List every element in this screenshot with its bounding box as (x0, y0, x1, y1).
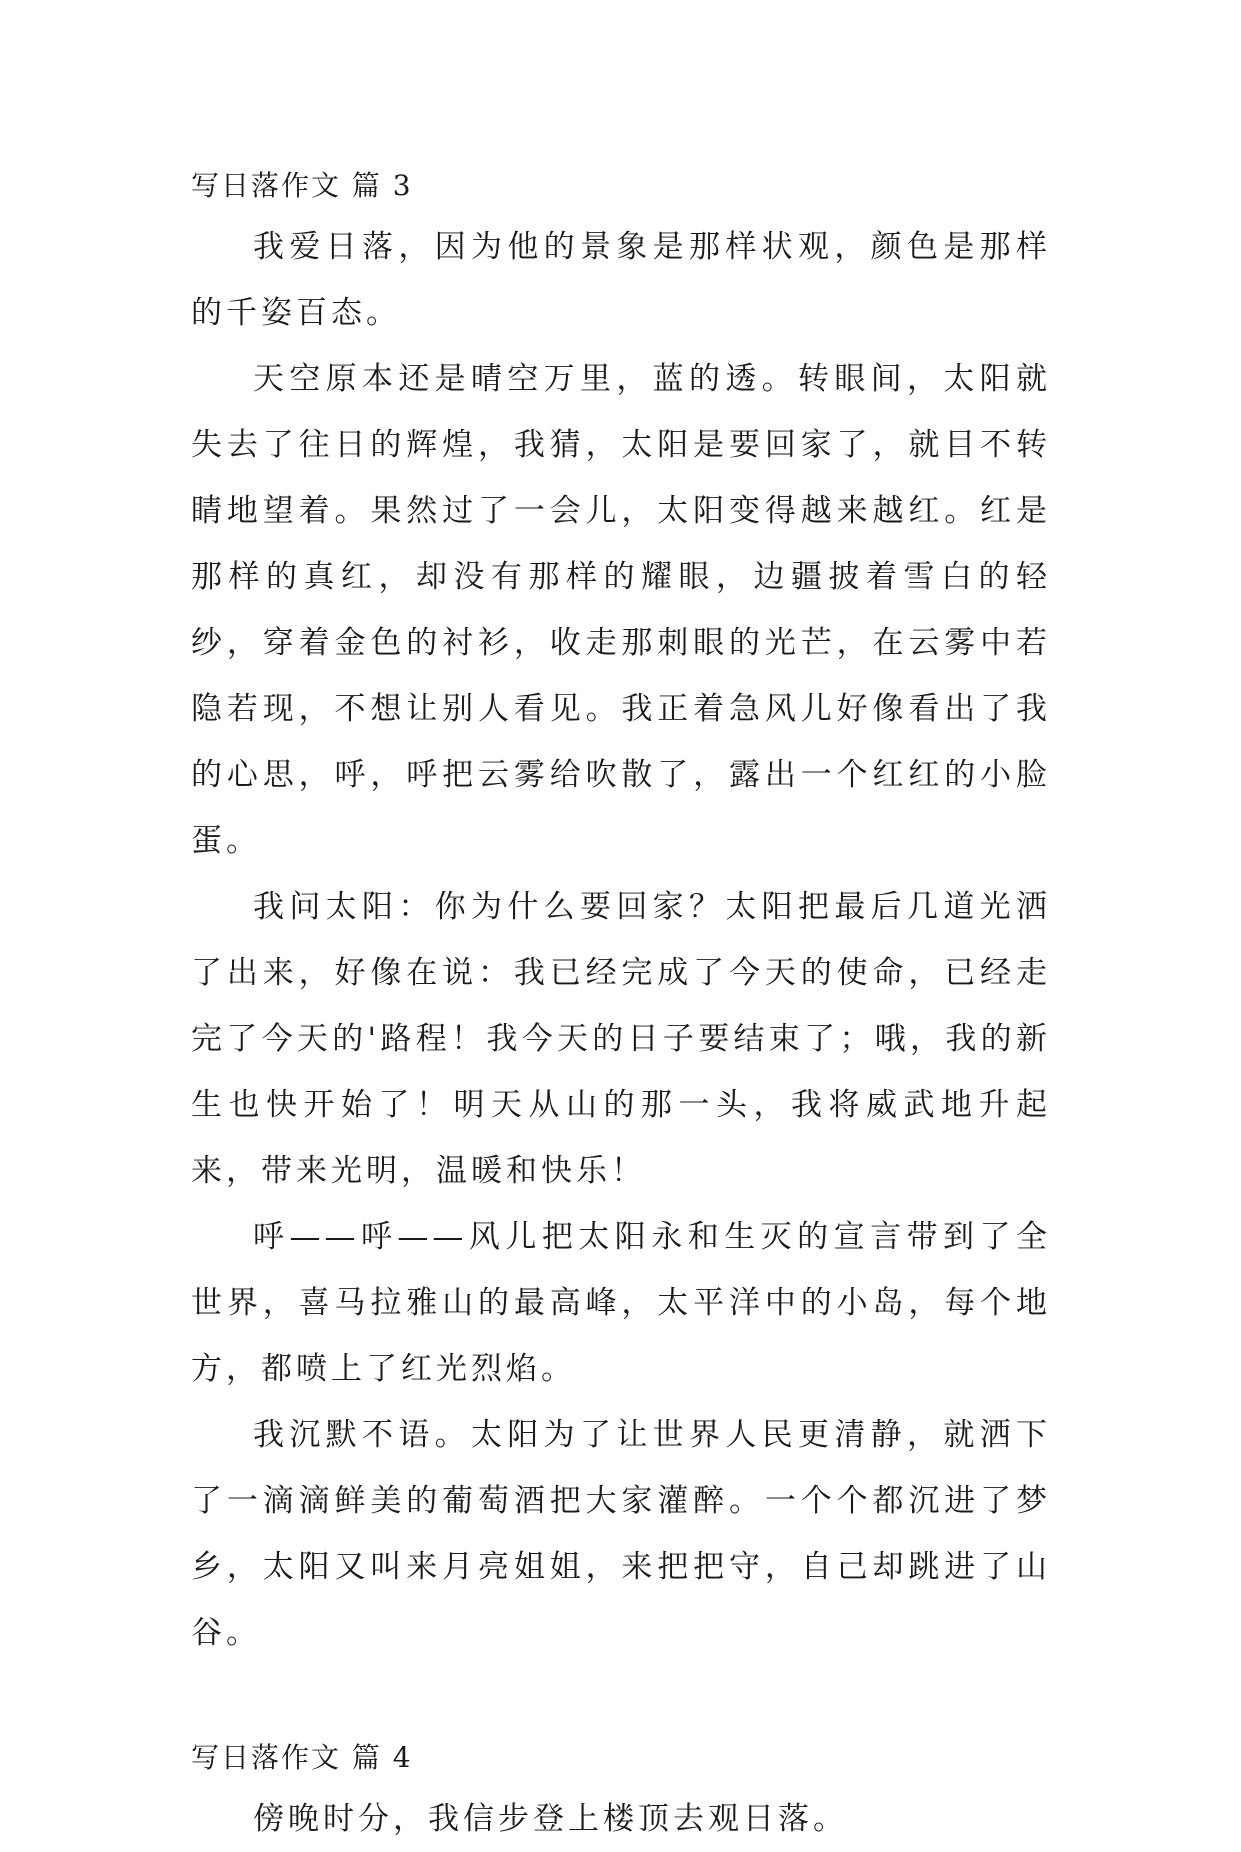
paragraph: 傍晚时分，我信步登上楼顶去观日落。 (253, 1801, 848, 1837)
paragraph: 我问太阳：你为什么要回家？太阳把最后几道光洒了出来，好像在说：我已经完成了今天的使命，已经走完了今天的'路程！我今天的日子要结束了；哦，我的新生也快开始了！明天从山的那一头，我将威武地升起来，带来光明，温暖和快乐！ (191, 889, 1051, 1189)
paragraph: 我沉默不语。太阳为了让世界人民更清静，就洒下了一滴滴鲜美的葡萄酒把大家灌醉。一个个都沉进了梦乡，太阳又叫来月亮姐姐，来把把守，自己却跳进了山谷。 (191, 1417, 1051, 1651)
section-spacer (191, 1666, 1051, 1730)
paragraph: 天空原本还是晴空万里，蓝的透。转眼间，太阳就失去了往日的辉煌，我猜，太阳是要回家了，就目不转睛地望着。果然过了一会儿，太阳变得越来越红。红是那样的真红，却没有那样的耀眼，边疆披着雪白的轻纱，穿着金色的衬衫，收走那刺眼的光芒，在云雾中若隐若现，不想让别人看见。我正着急风儿好像看出了我的心思，呼，呼把云雾给吹散了，露出一个红红的小脸蛋。 (191, 361, 1051, 859)
essay-title-3: 写日落作文 篇 3 (191, 169, 413, 202)
paragraph: 我爱日落，因为他的景象是那样状观，颜色是那样的千姿百态。 (191, 229, 1051, 331)
essay-title-4: 写日落作文 篇 4 (191, 1741, 413, 1774)
document-page (191, 158, 1051, 1852)
paragraph: 呼——呼——风儿把太阳永和生灭的宣言带到了全世界，喜马拉雅山的最高峰，太平洋中的小岛，每个地方，都喷上了红光烈焰。 (191, 1219, 1051, 1387)
